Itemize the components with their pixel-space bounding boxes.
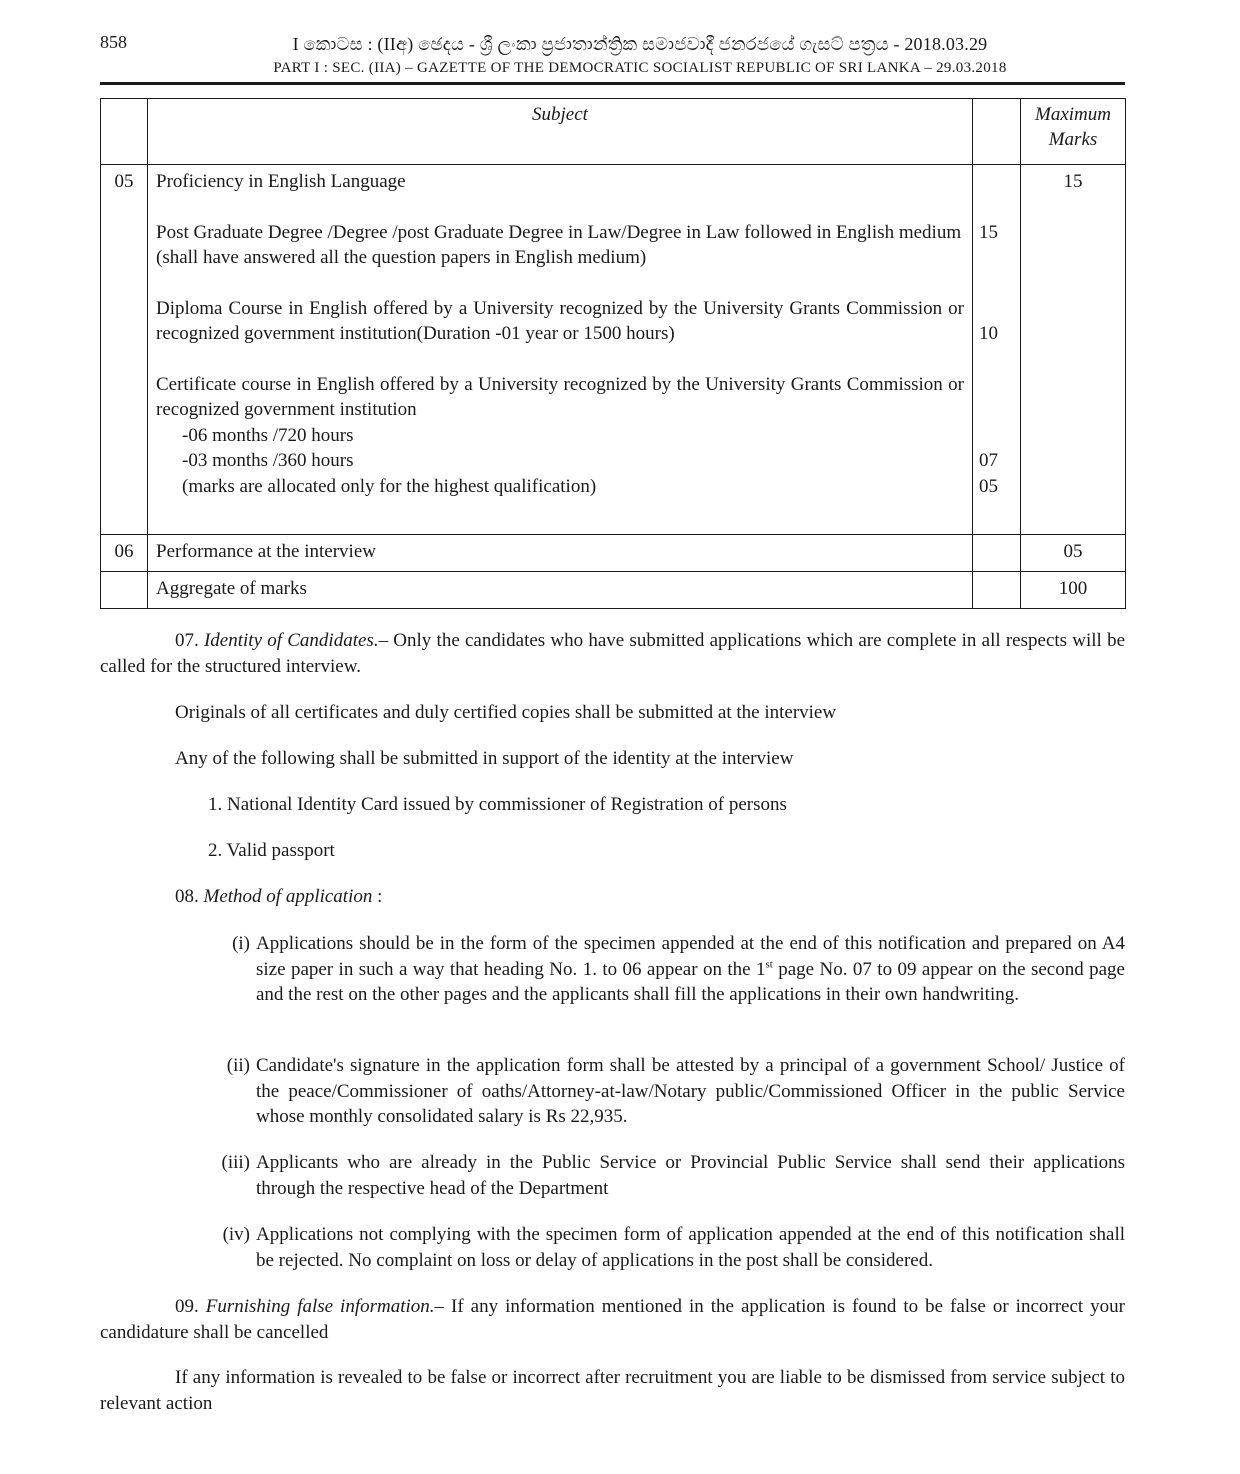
marks-table — [100, 98, 1126, 609]
section-08-heading — [100, 884, 1125, 910]
row05-item1-text: Post Graduate Degree /Degree /post Graduate Degree in Law/Degree in Law followed in English medium — [156, 221, 962, 243]
row05-max-marks: 15 — [1021, 165, 1126, 535]
section07-number: 07. — [175, 630, 199, 651]
row05-item1 — [156, 220, 964, 271]
section07-para2 — [100, 700, 1125, 726]
section08-item-ii — [100, 1053, 1125, 1130]
section09-p2-text: If any information is revealed to be false or incorrect after recruitment you are liable to be dismissed from service subject to relevant action — [100, 1367, 1125, 1414]
row05-title: Proficiency in English Language — [156, 171, 406, 192]
section08-i-sup: st — [765, 958, 773, 971]
row06-title: Performance at the interview — [148, 535, 973, 572]
section07-para3 — [100, 746, 1125, 772]
section08-item-iii — [100, 1150, 1125, 1201]
row05-sub-marks — [973, 165, 1021, 535]
section07-list-item2 — [100, 838, 1125, 864]
row05-item2: Diploma Course in English offered by a University recognized by the University Grants Commission or recognized government institution(Duration -01 year or 1500 hours) — [156, 297, 964, 344]
row05-item3-text: Certificate course in English offered by a University recognized by the University Grants Commission or recognized government institution — [156, 373, 964, 420]
section08-ii-text: Candidate's signature in the application form shall be attested by a principal of a government School/ Justice of the peace/Commissioner of oaths/Attorney-at-law/Notary public/Commissioned Officer in the public Service whose monthly consolidated salary is Rs 22,935. — [256, 1055, 1125, 1127]
aggregate-title: Aggregate of marks — [148, 572, 973, 609]
section09-para2 — [100, 1365, 1125, 1416]
header-no-cell — [101, 99, 148, 165]
section08-i-text-b: page No. 07 to 09 appear on the second page and the rest on the other pages and the applicants shall fill the applications in their own handwriting. — [256, 958, 1125, 1005]
row05-item3 — [156, 372, 964, 500]
section08-item-iv — [100, 1222, 1125, 1273]
aggregate-max-marks: 100 — [1021, 572, 1126, 609]
header-sub-marks-cell — [973, 99, 1021, 165]
section09-number: 09. — [175, 1296, 199, 1317]
row-number: 05 — [101, 165, 148, 535]
header-max-marks-line2: Marks — [1048, 129, 1098, 150]
row05-item1-note: (shall have answered all the question papers in English medium) — [156, 247, 647, 268]
table-row-05 — [101, 165, 1126, 535]
section08-i-text-a: Applications should be in the form of the specimen appended at the end of this notification and prepared on A4 size paper in such a way that heading No. 1. to 06 appear on the 1 — [256, 933, 1125, 980]
row-number: 06 — [101, 535, 148, 572]
row05-item3-sub2: -03 months /360 hours — [182, 450, 354, 471]
section07-para1 — [100, 628, 1125, 679]
section08-i-label: (i) — [232, 933, 250, 954]
section07-heading: Identity of Candidates. — [203, 630, 379, 651]
header-rule — [100, 82, 1125, 85]
section08-colon: : — [372, 886, 383, 907]
section08-heading: Method of application — [203, 886, 373, 907]
row06-sub-marks — [973, 535, 1021, 572]
page-number: 858 — [100, 32, 127, 52]
section08-iii-text: Applicants who are already in the Public Service or Provincial Public Service shall send their applications through the respective head of the Department — [256, 1152, 1125, 1199]
row05-item3-sub1-marks: 07 — [979, 450, 998, 471]
section07-p3-text: Any of the following shall be submitted in support of the identity at the interview — [175, 748, 794, 769]
section09-text: – If any information mentioned in the application is found to be false or incorrect your candidature shall be cancelled — [100, 1296, 1125, 1343]
header-sinhala-title: I කොටස : (IIඅ) ඡෙදය - ශ්‍රී ලංකා ප්‍රජාතාන්ත්‍රික සමාජවාදී ජනරජයේ ගැසට් පත්‍රය - 2018.03.29 — [292, 34, 988, 54]
row05-item1-marks: 15 — [979, 221, 998, 243]
section-07 — [100, 628, 1125, 679]
section08-iii-label: (iii) — [221, 1152, 250, 1173]
header-max-marks — [1021, 99, 1126, 165]
row05-item3-sub1: -06 months /720 hours — [182, 424, 354, 446]
table-row-06 — [101, 535, 1126, 572]
section08-item-i — [100, 931, 1125, 1008]
section07-list-item1 — [100, 792, 1125, 818]
header-subject: Subject — [148, 99, 973, 165]
row05-item3-note: (marks are allocated only for the highest qualification) — [182, 475, 597, 497]
table-row-aggregate — [101, 572, 1126, 609]
header-max-marks-line1: Maximum — [1035, 104, 1111, 125]
aggregate-no-cell — [101, 572, 148, 609]
section09-heading: Furnishing false information. — [205, 1296, 435, 1317]
aggregate-sub-marks — [973, 572, 1021, 609]
section07-item1-text: 1. National Identity Card issued by commissioner of Registration of persons — [208, 794, 787, 815]
row06-max-marks: 05 — [1021, 535, 1126, 572]
header-english-title: PART I : SEC. (IIA) – GAZETTE OF THE DEMOCRATIC SOCIALIST REPUBLIC OF SRI LANKA – 29.03.2018 — [273, 60, 1007, 76]
section08-iv-label: (iv) — [222, 1224, 250, 1245]
row-subject — [148, 165, 973, 535]
section-09 — [100, 1294, 1125, 1345]
row05-item3-sub2-marks: 05 — [979, 475, 998, 497]
section08-ii-label: (ii) — [226, 1055, 250, 1076]
section08-number: 08. — [175, 886, 199, 907]
section07-p2-text: Originals of all certificates and duly certified copies shall be submitted at the interview — [175, 702, 837, 723]
section07-text: – Only the candidates who have submitted applications which are complete in all respects will be called for the structured interview. — [100, 630, 1126, 677]
section08-iv-text: Applications not complying with the specimen form of application appended at the end of this notification shall be rejected. No complaint on loss or delay of applications in the post shall be considered. — [256, 1224, 1125, 1271]
table-header-row — [101, 99, 1126, 165]
section07-item2-text: 2. Valid passport — [208, 840, 335, 861]
row05-item2-marks: 10 — [979, 323, 998, 344]
